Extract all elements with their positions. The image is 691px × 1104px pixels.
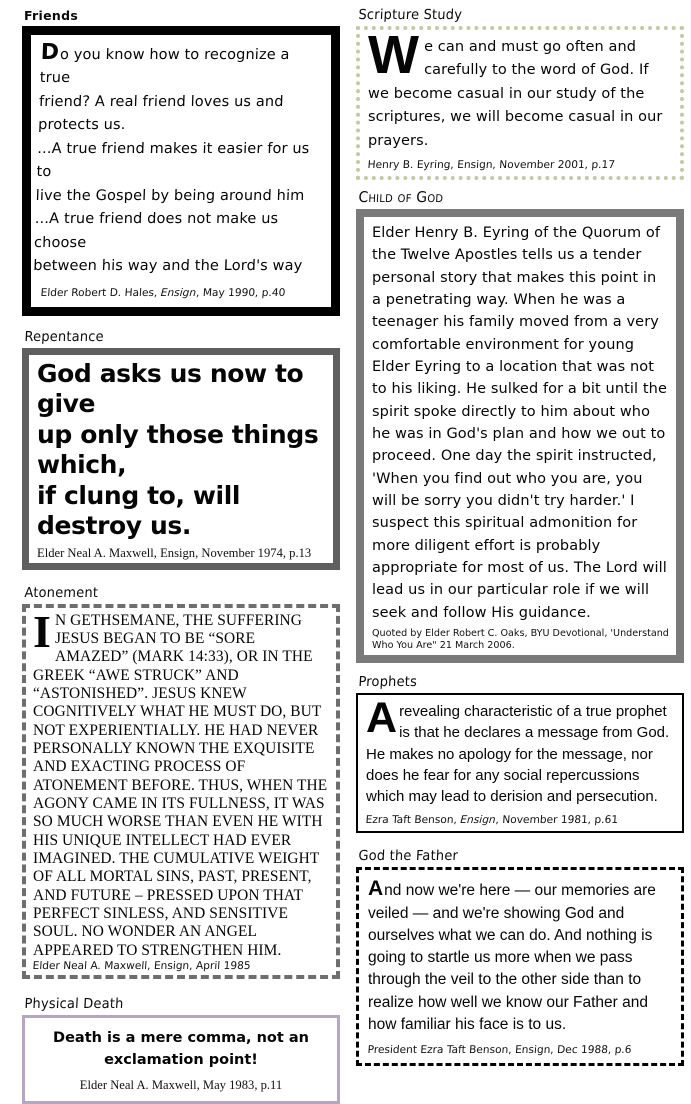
section-heading-prophets: Prophets: [358, 674, 418, 691]
dropcap-scripture-study: W: [368, 25, 420, 85]
quote-line: o you know how to recognize a true: [39, 47, 290, 87]
quote-text-repentance: [37, 359, 325, 542]
quote-box-physical-death: [22, 1015, 340, 1104]
quote-line: up only those things which,: [37, 419, 319, 480]
quote-line: protects us.: [37, 117, 126, 134]
quote-body: e can and must go often and carefully to the word of God. If we become casual in our study of the scriptures, we will become casual in our prayers.: [368, 39, 663, 149]
quote-text-prophets: [366, 694, 674, 807]
quote-box-scripture-study: [356, 26, 684, 180]
attribution-friends: Elder Robert D. Hales, Ensign, May 1990, p.40: [40, 286, 286, 299]
dropcap-prophets: A: [366, 694, 398, 743]
attribution-physical-death: Elder Neal A. Maxwell, May 1983, p.11: [79, 1077, 283, 1092]
dropcap-atonement: I: [33, 605, 52, 657]
section-physical-death: [22, 997, 340, 1104]
right-column: [356, 8, 684, 1066]
quote-body: N GETHSEMANE, THE SUFFERING JESUS BEGAN TO BE “SORE AMAZED” (MARK 14:33), OR IN THE GREEK “AWE STRUCK” AND “ASTONISHED”. JESUS KNEW COGNITIVELY WHAT HE MUST DO, BUT NOT EXPERIENTIALLY. HE HAD NEVER PERSONALLY KNOWN THE EXQUISITE AND EXACTING PROCESS OF ATONEMENT BEFORE. THUS, WHEN THE AGONY CAME IN ITS FULLNESS, IT WAS SO MUCH WORSE THAN EVEN HE WITH HIS UNIQUE INTELLECT HAD EVER IMAGINED. THE CUMULATIVE WEIGHT OF ALL MORTAL SINS, PAST, PRESENT, AND FUTURE – PRESSED UPON THAT PERFECT SINLESS, AND SENSITIVE SOUL. NO WONDER AN ANGEL APPEARED TO STRENGTHEN HIM.: [33, 611, 328, 959]
quote-box-friends: [22, 26, 340, 316]
quote-box-child-of-god: [356, 209, 684, 663]
section-heading-repentance: Repentance: [24, 328, 105, 345]
dropcap-god-the-father: A: [368, 877, 384, 901]
attribution-atonement: Elder Neal A. Maxwell, Ensign, April 1985: [32, 959, 251, 972]
quote-line: God asks us now to give: [37, 358, 304, 419]
quote-line: between his way and the Lord's way: [32, 258, 303, 275]
section-repentance: [22, 330, 340, 570]
section-heading-god-the-father: God the Father: [358, 848, 459, 865]
section-atonement: [22, 586, 340, 979]
attribution-repentance: Elder Neal A. Maxwell, Ensign, November 1974, p.13: [37, 545, 312, 560]
quote-body: revealing characteristic of a true prophet is that he declares a message from God. He makes no apology for the message, nor does he fear for any social repercussions which may lead to derision and persecution.: [366, 703, 670, 806]
attribution-god-the-father: President Ezra Taft Benson, Ensign, Dec 1988, p.6: [367, 1044, 632, 1057]
left-column: [22, 8, 340, 1104]
quote-line: friend? A real friend loves us and: [38, 93, 284, 110]
section-child-of-god: [356, 190, 684, 663]
quote-text-physical-death: [33, 1027, 329, 1072]
section-friends: [22, 8, 340, 316]
quote-text-scripture-study: [368, 25, 672, 153]
quote-text-child-of-god: Elder Henry B. Eyring of the Quorum of the Twelve Apostles tells us a tender personal story that makes this point in a penetrating way. When he was a teenager his family moved from a very comfortable environment for young Elder Eyring to a location that was not to his liking. He sulked for a bit until the spirit spoke directly to him about who he was in God's plan and how we out to proceed. One day the spirit instructed, 'When you find out who you are, you will be sorry you didn't try harder.' I suspect this spiritual admonition for more diligent effort is probably appropriate for most of us. The Lord will lead us in our particular role if we will seek and follow His guidance.: [372, 225, 667, 621]
quote-text-atonement: [33, 605, 330, 960]
quote-box-repentance: [22, 348, 340, 570]
attribution-prophets: Ezra Taft Benson, Ensign, November 1981, p.61: [365, 813, 619, 826]
section-heading-scripture-study: Scripture Study: [358, 7, 463, 24]
section-prophets: [356, 675, 684, 833]
quote-box-god-the-father: [356, 867, 684, 1066]
attribution-child-of-god: Quoted by Elder Robert C. Oaks, BYU Devotional, 'Understand Who You Are" 21 March 2006.: [372, 628, 669, 651]
quote-line: ...A true friend does not make us choose: [33, 211, 279, 251]
section-heading-child-of-god: Child of God: [358, 189, 444, 207]
attribution-scripture-study: Henry B. Eyring, Ensign, November 2001, p.17: [367, 159, 616, 172]
quote-text-god-the-father: [368, 878, 672, 1036]
quote-line: ...A true friend makes it easier for us to: [36, 140, 310, 181]
section-scripture-study: [356, 8, 684, 180]
quote-box-atonement: [22, 604, 340, 979]
dropcap-friends: D: [40, 40, 60, 65]
section-heading-friends: Friends: [24, 8, 79, 23]
quote-box-prophets: [356, 693, 684, 833]
section-heading-atonement: Atonement: [24, 584, 99, 601]
section-god-the-father: [356, 849, 684, 1066]
quote-line: Death is a mere comma, not an: [53, 1029, 309, 1046]
section-heading-physical-death: Physical Death: [24, 995, 124, 1012]
quote-line: exclamation point!: [104, 1052, 258, 1069]
quote-line: live the Gospel by being around him: [35, 187, 305, 204]
quote-body: nd now we're here — our memories are veiled — and we're showing God and ourselves what we can do. And nothing is going to startle us more when we pass through the veil to the other side than to realize how well we know our Father and how familiar his face is to us.: [368, 882, 656, 1034]
quote-text-friends: [32, 40, 321, 279]
quote-line: if clung to, will destroy us.: [37, 480, 241, 541]
